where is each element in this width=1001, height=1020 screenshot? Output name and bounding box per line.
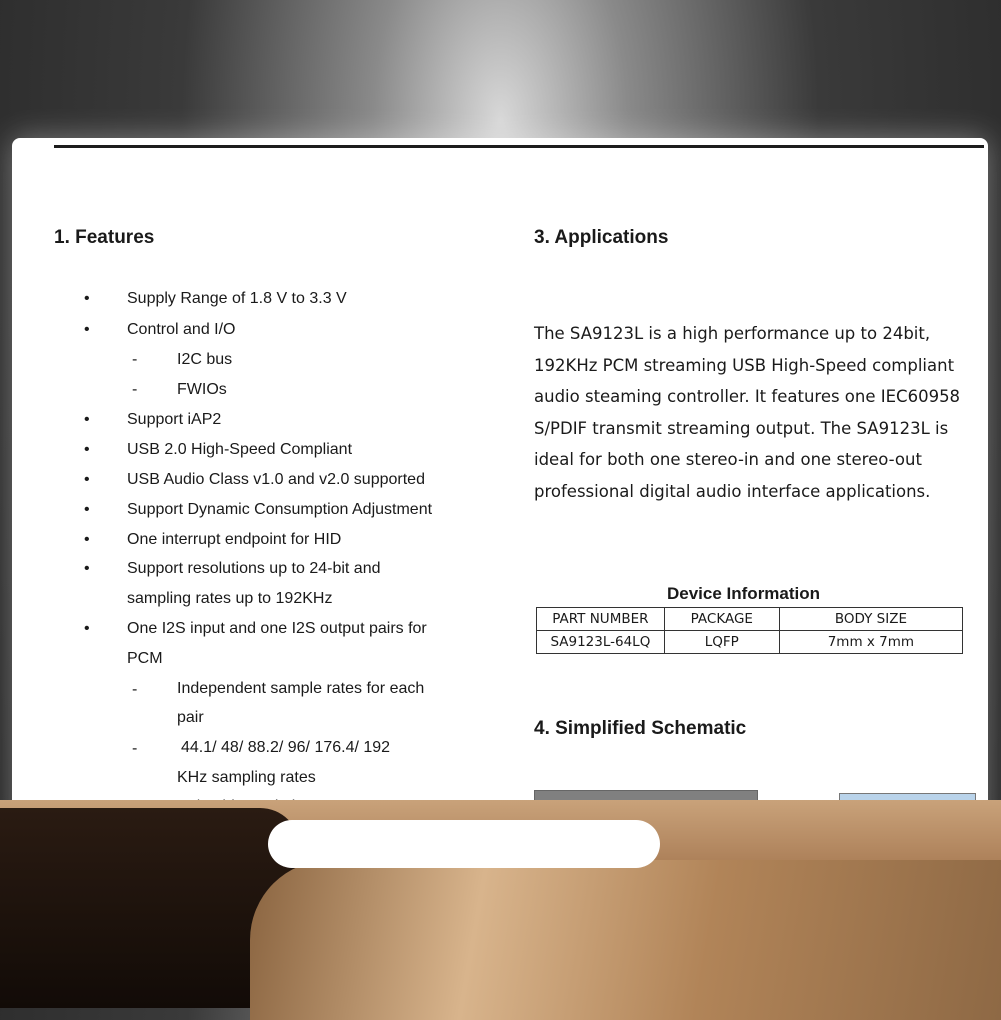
dash-icon: - <box>132 740 138 757</box>
feature-item: Support iAP2 <box>127 411 222 428</box>
dash-icon: - <box>132 351 138 368</box>
bullet-icon: • <box>84 471 90 488</box>
feature-item: One I2S input and one I2S output pairs for <box>127 620 427 637</box>
applications-heading: 3. Applications <box>534 227 669 248</box>
feature-item: Control and I/O <box>127 321 236 338</box>
feature-subitem: Independent sample rates for each <box>177 680 425 697</box>
bullet-icon: • <box>84 501 90 518</box>
feature-subitem: I2C bus <box>177 351 233 368</box>
table-header-row <box>537 608 963 631</box>
white-light-strip <box>268 820 660 868</box>
feature-item: Support resolutions up to 24-bit and <box>127 560 381 577</box>
paragraph-line: ideal for both one stereo-in and one stereo-out <box>534 450 922 470</box>
bullet-icon: • <box>84 620 90 637</box>
datasheet-page <box>12 138 988 898</box>
feature-item: USB 2.0 High-Speed Compliant <box>127 441 353 458</box>
bullet-icon: • <box>84 531 90 548</box>
bronze-device-body <box>250 860 1001 1020</box>
bullet-icon: • <box>84 321 90 338</box>
bullet-icon: • <box>84 411 90 428</box>
header-body-size: BODY SIZE <box>779 608 962 631</box>
applications-paragraph <box>534 318 984 508</box>
cell-body-size: 7mm x 7mm <box>779 631 962 654</box>
features-heading: 1. Features <box>54 227 155 248</box>
bullet-icon: • <box>84 560 90 577</box>
feature-item-cont: sampling rates up to 192KHz <box>127 590 333 607</box>
bullet-icon: • <box>84 441 90 458</box>
paragraph-line: audio steaming controller. It features one IEC60958 <box>534 387 961 407</box>
table-row <box>537 631 963 654</box>
cell-part-number: SA9123L-64LQ <box>537 631 665 654</box>
schematic-heading: 4. Simplified Schematic <box>534 718 747 739</box>
bullet-icon: • <box>84 290 90 307</box>
feature-item: Supply Range of 1.8 V to 3.3 V <box>127 290 347 307</box>
header-package: PACKAGE <box>664 608 779 631</box>
feature-subitem: FWIOs <box>177 381 227 398</box>
paragraph-line: professional digital audio interface applications. <box>534 481 931 501</box>
header-part-number: PART NUMBER <box>537 608 665 631</box>
dash-icon: - <box>132 381 138 398</box>
feature-item: USB Audio Class v1.0 and v2.0 supported <box>127 471 425 488</box>
device-info-title: Device Information <box>667 584 821 603</box>
feature-subitem-cont: KHz sampling rates <box>177 769 316 786</box>
dash-icon: - <box>132 681 138 698</box>
paragraph-line: 192KHz PCM streaming USB High-Speed compliant <box>534 355 955 375</box>
feature-subitem: 44.1/ 48/ 88.2/ 96/ 176.4/ 192 <box>181 739 391 756</box>
feature-item-cont: PCM <box>127 650 163 667</box>
feature-item: Support Dynamic Consumption Adjustment <box>127 501 433 518</box>
paragraph-line: The SA9123L is a high performance up to 24bit, <box>534 324 931 343</box>
features-list <box>12 138 988 898</box>
cell-package: LQFP <box>664 631 779 654</box>
feature-subitem-cont: pair <box>177 709 204 726</box>
feature-item: One interrupt endpoint for HID <box>127 531 342 548</box>
paragraph-line: S/PDIF transmit streaming output. The SA9123L is <box>534 418 949 438</box>
device-info-table <box>536 607 963 654</box>
